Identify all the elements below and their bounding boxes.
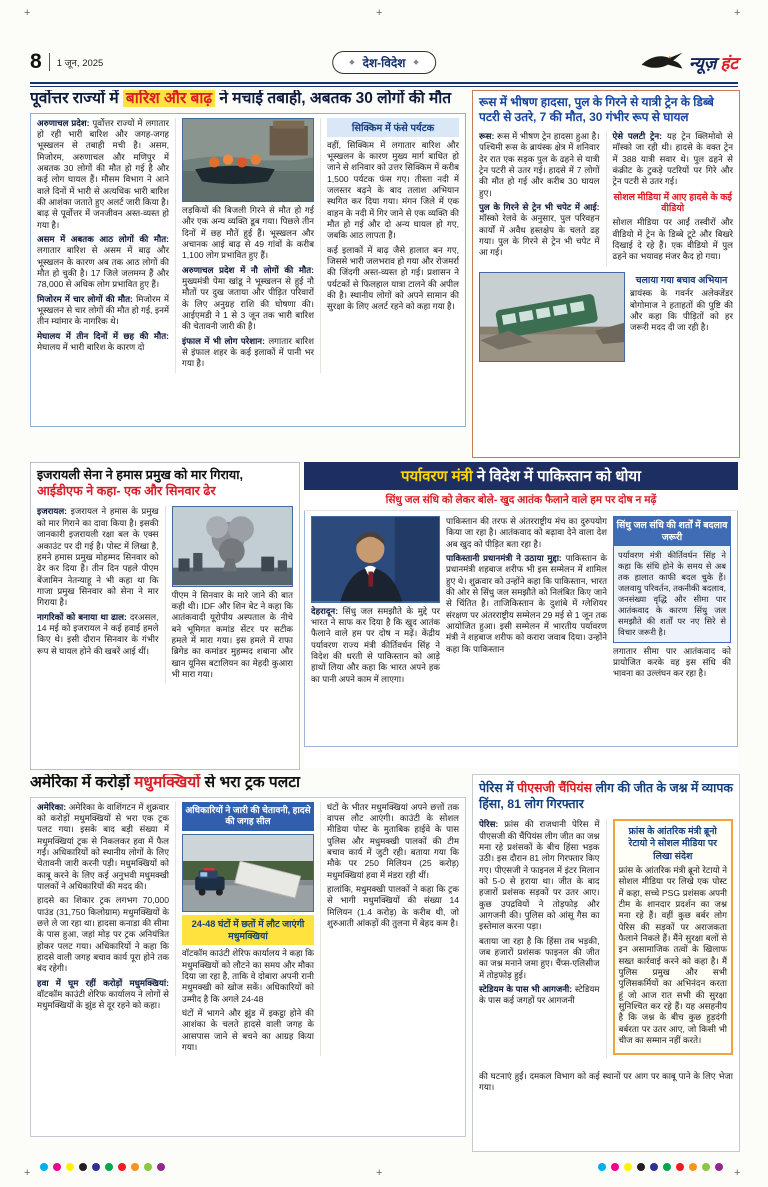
article-minister-pakistan — [304, 462, 738, 768]
article-paragraph: देहरादून: सिंधु जल समझौते के मुद्दे पर भारत ने साफ कर दिया है कि खुद आतंक फैलाने वाले हम पर दोष न मढ़ें। केंद्रीय पर्यावरण राज्य मंत्री कीर्तिवर्धन सिंह ने विदेश की धरती से पाकिस्तान को आड़े हाथों लिया और कहा कि भारत अपने हक का पानी अपने काम में लाएगा। — [311, 605, 440, 684]
article-paragraph: हादसे का शिकार ट्रक लगभग 70,000 पाउंड (31,750 किलोग्राम) मधुमक्खियों के छत्ते ले जा रहा था। हादसा कनाडा की सीमा के पास हुआ, जहां मोड़ पर ट्रक अनियंत्रित होकर पलट गया। अधिकारियों ने कहा कि हादसे वाली जगह बचाव कार्य पूरा होने तक बंद रहेगी। — [37, 895, 169, 974]
minister-subtitle: सिंधु जल संधि को लेकर बोले- खुद आतंक फैलाने वाले हम पर दोष न मढ़ें — [304, 490, 738, 511]
registration-dot — [118, 1163, 126, 1171]
israel-headline-line1: इजरायली सेना ने हमास प्रमुख को मार गिराया, — [37, 468, 243, 482]
article-paragraph: मेघालय में तीन दिनों में छह की मौत: मेघालय में भारी बारिश के कारण दो — [37, 330, 169, 353]
bees-column-2 — [175, 802, 314, 1057]
registration-dot — [79, 1163, 87, 1171]
article-paragraph: ऐसे पलटी ट्रेन: यह ट्रेन क्लिमोवो से मॉस्को जा रही थी। हादसे के वक्त ट्रेन में 388 यात्री सवार थे। पुल ढहने से कंक्रीट के टुकड़े पटरियों पर गिरे और ट्रेन पटरी से उतर गई। — [612, 131, 733, 187]
sidebar-heading: सिंधु जल संधि की शर्तों में बदलाव जरूरी — [613, 516, 731, 546]
registration-dot — [53, 1163, 61, 1171]
crop-mark: + — [24, 7, 31, 19]
article-paragraph: वहीं, सिक्किम में लगातार बारिश और भूस्खलन के कारण मुख्य मार्ग बाधित हो जाने से शनिवार को उत्तर सिक्किम में करीब 1,500 पर्यटक फंस गए। तीस्ता नदी में जलस्तर बढ़ने के बाद तलाश अभियान स्थगित कर दिया गया। मंगन जिले में एक वाहन के नदी में गिर जाने से एक व्यक्ति की मौत हो गई और दो अन्य घायल हो गए, जबकि आठ लापता हैं। — [327, 139, 459, 241]
article-paragraph: ब्रायंस्क के गवर्नर अलेक्जेंडर बोगोमाज ने हताहतों की पुष्टि की और कहा कि पीड़ितों को हर जरूरी मदद दी जा रही है। — [630, 288, 733, 333]
sidebar-body: पर्यावरण मंत्री कीर्तिवर्धन सिंह ने कहा कि संधि होने के समय से अब तक हालात काफी बदल चुके हैं। जलवायु परिवर्तन, तकनीकी बदलाव, जनसंख्या वृद्धि और सीमा पार आतंकवाद के कारण सिंधु जल समझौते की शर्तों पर नए सिरे से विचार जरूरी है। — [613, 546, 731, 643]
registration-dots-left — [40, 1158, 170, 1176]
paris-headline: पेरिस में पीएसजी चैंपियंस लीग की जीत के जश्न में व्यापक हिंसा, 81 लोग गिरफ्तार — [479, 781, 733, 812]
article-paragraph: स्टेडियम के पास भी आगजनी: स्टेडियम के पास कई जगहों पर आगजनी — [479, 984, 600, 1006]
header-rule — [30, 82, 738, 87]
masthead-word-2: हंट — [720, 54, 738, 73]
eagle-logo-icon — [639, 50, 685, 74]
registration-dots-right — [598, 1158, 728, 1176]
header-divider — [49, 53, 50, 71]
article-paragraph: घंटों के भीतर मधुमक्खियां अपने छत्तों तक वापस लौट आएंगी। काउंटी के सोशल मीडिया पोस्ट के मुताबिक हाईवे के पास पुलिस और मधुमक्खी पालकों की टीम बचाव कार्य में जुटी रही। बताया गया कि मौके पर 250 मिलियन (25 करोड़) मधुमक्खियां हवा में मंडरा रही थीं। — [327, 801, 459, 880]
russia-rescue-subhead: चलाया गया बचाव अभियान — [635, 273, 728, 285]
minister-headline-highlight: पर्यावरण मंत्री — [401, 468, 473, 485]
article-bees-truck — [30, 774, 466, 1150]
israel-headline-line2: आईडीएफ ने कहा- एक और सिनवार ढेर — [37, 483, 216, 498]
airstrike-smoke-photo — [172, 506, 294, 586]
article-paragraph: हवा में घूम रहीं करोड़ों मधुमक्खियां: वॉटकॉम काउंटी शेरिफ कार्यालय ने लोगों से मधुमक्खियों के झुंड से दूर रहने को कहा। — [37, 977, 169, 1011]
israel-column-2 — [165, 506, 294, 683]
page-meta — [30, 50, 103, 74]
article-paragraph: मिजोरम में चार लोगों की मौत: मिजोरम में भूस्खलन से चार लोगों की मौत हो गई, इनमें तीन म्यांमार के नागरिक थे। — [37, 293, 169, 327]
article-paragraph: इंफाल में भी लोग परेशान: लगातार बारिश से इंफाल शहर के कई इलाकों में पानी भर गया है। — [182, 335, 315, 369]
page-number: 8 — [30, 50, 42, 73]
russia-headline: रूस में भीषण हादसा, पुल के गिरने से यात्री ट्रेन के डिब्बे पटरी से उतरे, 7 की मौत, 30 गंभीर रूप से घायल — [479, 95, 714, 124]
minister-column-b — [446, 516, 607, 741]
article-paragraph: अरुणाचल प्रदेश: पूर्वोत्तर राज्यों में लगातार हो रही भारी बारिश और जगह-जगह भूस्खलन से तबाही मची है। असम, मिजोरम, अरुणाचल और मणिपुर में अबतक 30 लोगों की मौत हो गई है और कई लोग घायल हैं। मौसम विभाग ने आने वाले दिनों में भारी से अत्यधिक भारी बारिश की आशंका जताते हुए अलर्ट जारी किया है। बाढ़ से पूर्वोत्तर में जनजीवन अस्त-व्यस्त हो गया है। — [37, 117, 169, 230]
registration-dot — [598, 1163, 606, 1171]
article-paragraph: पुल के गिरने से ट्रेन भी चपेट में आई: मॉस्को रेलवे के अनुसार, पुल परिवहन कार्यों में अवैध हस्तक्षेप के चलते ढह गया। पुल के गिरने से ट्रेन भी चपेट में आ गई। — [479, 202, 600, 258]
crop-mark: + — [734, 7, 741, 19]
masthead — [639, 50, 738, 74]
pill-decoration-icon: ◆ — [413, 59, 419, 66]
registration-dot — [676, 1163, 684, 1171]
registration-dot — [40, 1163, 48, 1171]
article-paragraph: इजरायल: इजरायल ने हमास के प्रमुख को मार गिराने का दावा किया है। इसकी जानकारी इजरायली रक्षा बल के एक्स अकाउंट पर दी गई है। पोस्ट में लिखा है, हमने हमास प्रमुख मोहम्मद सिनवार को ढेर कर दिया है। तीन दिन पहले पीएम बेंजामिन नेतन्याहू ने भी कहा था कि गाजा प्रमुख सिनवार को सेना ने मार गिराया है। — [37, 506, 159, 608]
article-paragraph: असम में अबतक आठ लोगों की मौत: लगातार बारिश से असम में बाढ़ और भूस्खलन के कारण अब तक आठ लोगों की मौत हो चुकी है। 17 जिले जलमग्न हैं और 78,000 से अधिक लोग प्रभावित हुए हैं। — [37, 234, 169, 290]
article-russia-train — [472, 90, 740, 458]
crop-mark: + — [376, 1167, 383, 1179]
floods-headline-highlight: बारिश और बाढ़ — [123, 90, 215, 107]
israel-column-1 — [37, 506, 159, 683]
article-israel-hamas — [30, 462, 300, 770]
registration-dot — [105, 1163, 113, 1171]
registration-dot — [131, 1163, 139, 1171]
article-paragraph: रूस: रूस में भीषण ट्रेन हादसा हुआ है। पश्चिमी रूस के ब्रायंस्क क्षेत्र में शनिवार देर रात एक सड़क पुल के ढहने से यात्री ट्रेन पटरी से उतर गई। हादसे में 7 लोगों की मौत हो गई और करीब 30 घायल हुए। — [479, 131, 600, 198]
russia-video-subhead: सोशल मीडिया में आए हादसे के कई वीडियो — [613, 190, 733, 214]
pill-decoration-icon: ◆ — [349, 59, 355, 66]
masthead-word-1: न्यूज़ — [688, 54, 717, 73]
registration-dot — [92, 1163, 100, 1171]
registration-dot — [624, 1163, 632, 1171]
article-paragraph: अरुणाचल प्रदेश में नौ लोगों की मौत: मुख्यमंत्री पेमा खांडू ने भूस्खलन से हुई नौ मौतों पर दुख जताया और पीड़ित परिवारों के लिए अनुग्रह राशि की घोषणा की। आईएमडी ने 1 से 3 जून तक भारी बारिश की चेतावनी जारी की है। — [182, 264, 314, 332]
minister-body — [304, 511, 738, 747]
minister-interview-photo — [311, 516, 440, 603]
page-header — [30, 44, 738, 80]
registration-dot — [144, 1163, 152, 1171]
section-label: देश-विदेश — [362, 55, 406, 70]
article-paragraph: पीएम ने सिनवार के मारे जाने की बात कही थी। IDF और शिन बेट ने कहा कि आतंकवादी यूरोपीय अस्पताल के नीचे बने भूमिगत कमांड सेंटर पर सटीक हमले में मारा गया। इस हमले में राफा ब्रिगेड का कमांडर मुहम्मद शबाना और खान यूनिस बटालियन का मेहदी कुआरा भी मारा गया। — [171, 589, 293, 679]
bees-column-3 — [320, 802, 459, 1057]
paris-sidebar — [613, 819, 734, 1055]
crop-mark: + — [24, 1167, 31, 1179]
registration-dot — [157, 1163, 165, 1171]
sidebar-body: फ्रांस के आंतरिक मंत्री ब्रूनो रेटायो ने सोशल मीडिया पर लिखे एक पोस्ट में कहा, सच्चे PSG प्रशंसक अपनी टीम के शानदार प्रदर्शन का जश्न मना रहे हैं। वहीं कुछ बर्बर लोग पेरिस की सड़कों पर अराजकता फैलाने निकले हैं। मैंने सुरक्षा बलों से इन असामाजिक तत्वों के खिलाफ सख्त कार्रवाई करने को कहा है। मैं पुलिस प्रमुख और सभी पुलिसकर्मियों का अभिनंदन करता हूं जो आज रात सभी की सुरक्षा सुनिश्चित कर रहे हैं। यह असहनीय है कि जश्न के बीच कुछ हुड़दंगी बर्बरता पर उतर आए, जो किसी भी चीज का सम्मान नहीं करते। — [618, 864, 727, 1046]
floods-body-box — [30, 113, 466, 427]
registration-dot — [66, 1163, 74, 1171]
article-floods — [30, 90, 466, 456]
paris-continuation-text: की घटनाएं हुईं। दमकल विभाग को कई स्थानों पर आग पर काबू पाने के लिए भेजा गया। — [479, 1071, 733, 1093]
registration-dot — [663, 1163, 671, 1171]
bees-headline-highlight: मधुमक्खियों — [134, 774, 201, 791]
article-paragraph: कई इलाकों में बाढ़ जैसे हालात बन गए, जिससे भारी जलभराव हो गया और रोजमर्रा की जिंदगी अस्त-व्यस्त हो गई। प्रशासन ने पर्यटकों से फिलहाल यात्रा टालने की अपील की है। स्थानीय लोगों को अपने सामान की सुरक्षा के लिए अलर्ट रहने को कहा गया है। — [327, 244, 459, 312]
bees-body-box — [30, 797, 466, 1137]
russia-column-2 — [606, 131, 734, 266]
minister-sidebar — [613, 516, 731, 741]
article-paragraph: बताया जा रहा है कि हिंसा तब भड़की, जब हजारों प्रशंसक फाइनल की जीत का जश्न मनाने जमा हुए। चैंप्स-एलिसीज में तोड़फोड़ हुई। — [479, 935, 600, 980]
sidebar-heading: फ्रांस के आंतरिक मंत्री ब्रूनो रेटायो ने सोशल मीडिया पर लिखा संदेश — [628, 825, 717, 861]
article-paragraph: पाकिस्तान की तरफ से अंतरराष्ट्रीय मंच का दुरुपयोग किया जा रहा है। आतंकवाद को बढ़ावा देने वाला देश अब खुद को पीड़ित बता रहा है। — [446, 516, 607, 549]
paris-headline-highlight: पीएसजी चैंपियंस — [517, 781, 592, 795]
crop-mark: + — [376, 7, 383, 19]
registration-dot — [689, 1163, 697, 1171]
train-wreck-photo — [479, 272, 625, 362]
floods-column-2 — [175, 118, 314, 373]
paris-column-2 — [606, 819, 734, 1058]
registration-dot — [637, 1163, 645, 1171]
registration-dot — [650, 1163, 658, 1171]
article-paragraph: वॉटकॉम काउंटी शेरिफ कार्यालय ने कहा कि मधुमक्खियों को लौटने का समय और मौका दिया जा रहा है, ताकि वे दोबारा अपनी रानी मधुमक्खी को खोज सकें। अधिकारियों को उम्मीद है कि अगले 24-48 — [182, 948, 314, 1004]
article-paragraph: हालांकि, मधुमक्खी पालकों ने कहा कि ट्रक से भागी मधुमक्खियों की संख्या 14 मिलियन (1.4 करोड़) के करीब थी, जो शुरुआती आंकड़ों की तुलना में बेहद कम है। — [327, 884, 459, 929]
registration-dot — [702, 1163, 710, 1171]
israel-headline — [37, 468, 293, 499]
sikkim-subhead: सिक्किम में फंसे पर्यटक — [327, 118, 459, 137]
russia-bottom-row — [473, 270, 739, 369]
article-paragraph: पाकिस्तानी प्रधानमंत्री ने उठाया मुद्दा: पाकिस्तान के प्रधानमंत्री शहबाज शरीफ भी इस सम्मेलन में शामिल हुए थे। शुक्रवार को उन्होंने कहा कि पाकिस्तान, भारत की ओर से सिंधु जल समझौते को निलंबित किए जाने से चिंतित है। ताजिकिस्तान के दुशांबे में ग्लेशियर संरक्षण पर अंतरराष्ट्रीय सम्मेलन 29 मई से 1 जून तक आयोजित हुआ। इसी सम्मेलन में भारतीय पर्यावरण मंत्री ने शहबाज शरीफ को करारा जवाब दिया। उन्होंने कहा कि पाकिस्तान — [446, 553, 607, 654]
crop-mark: + — [734, 1167, 741, 1179]
article-paragraph: सोशल मीडिया पर आईं तस्वीरों और वीडियो में ट्रेन के डिब्बे टूटे और बिखरे दिखाई दे रहे हैं। एक वीडियो में पुल ढहने का भयावह मंजर कैद हो गया। — [612, 217, 733, 262]
floods-column-1 — [37, 118, 169, 373]
russia-column-1 — [479, 131, 600, 266]
article-paragraph: नागरिकों को बनाया था ढाल: दरअसल, 14 मई को इजरायल ने कई हवाई हमले किए थे। इसी दौरान सिनवार के गंभीर रूप से घायल होने की खबरें आई थीं। — [37, 611, 159, 656]
floods-column-3 — [320, 118, 459, 373]
paris-column-1 — [479, 819, 600, 1058]
bees-return-subhead: 24-48 घंटों में छतों में लौट जाएंगी मधुमक्खियां — [182, 915, 314, 945]
russia-rescue-section — [630, 272, 733, 365]
article-paragraph: पेरिस: फ्रांस की राजधानी पेरिस में पीएसजी की चैंपियंस लीग जीत का जश्न मना रहे प्रशंसकों के बीच हिंसा भड़क उठी। इस दौरान 81 लोग गिरफ्तार किए गए। पीएसजी ने फाइनल में इंटर मिलान को 5-0 से हराया था। जीत के बाद हजारों प्रशंसक सड़कों पर उतर आए। कुछ उपद्रवियों ने तोड़फोड़ और आगजनी की। पुलिस को आंसू गैस का इस्तेमाल करना पड़ा। — [479, 819, 600, 932]
article-paragraph: अमेरिका: अमेरिका के वाशिंगटन में शुक्रवार को करोड़ों मधुमक्खियों से भरा एक ट्रक पलट गया। इसके बाद बड़ी संख्या में मधुमक्खियां ट्रक से निकलकर हवा में फैल गईं। अधिकारियों को स्थानीय लोगों के लिए चेतावनी जारी करनी पड़ी। मधुमक्खियों को काबू करने के लिए कई अनुभवी मधुमक्खी पालकों ने अधिकारियों की मदद की। — [37, 801, 169, 891]
article-paragraph: घंटों में भागने और झुंड में इकट्ठा होने की आशंका के चलते हादसे वाली जगह के आसपास जाने से बचने का आग्रह किया गया। — [182, 1008, 314, 1053]
article-paris-psg — [472, 774, 740, 1152]
minister-column-a — [311, 516, 440, 741]
minister-headline: पर्यावरण मंत्री ने विदेश में पाकिस्तान को धोया — [304, 462, 738, 490]
bees-warning-subhead: अधिकारियों ने जारी की चेतावनी, हादसे की जगह सील — [182, 802, 314, 831]
article-paragraph: लड़कियों की बिजली गिरने से मौत हो गई और एक अन्य व्यक्ति डूब गया। पिछले तीन दिनों में छह मौतें हुई हैं। भूस्खलन और अचानक आई बाढ़ से 49 गांवों के करीब 1,100 लोग प्रभावित हुए हैं। — [182, 204, 314, 261]
article-paragraph: लगातार सीमा पार आतंकवाद को प्रायोजित करके वह इस संधि की भावना का उल्लंघन कर रहा है। — [613, 645, 731, 679]
section-title — [332, 51, 436, 74]
registration-dot — [715, 1163, 723, 1171]
flood-rescue-photo — [182, 118, 314, 202]
overturned-truck-photo — [182, 834, 314, 912]
bees-column-1 — [37, 802, 169, 1057]
issue-date: 1 जून, 2025 — [56, 57, 104, 69]
bees-headline: अमेरिका में करोड़ों मधुमक्खियों से भरा ट्रक पलटा — [30, 774, 301, 791]
floods-headline: पूर्वोत्तर राज्यों में बारिश और बाढ़ ने मचाई तबाही, अबतक 30 लोगों की मौत — [30, 90, 452, 107]
registration-dot — [611, 1163, 619, 1171]
print-registration-row — [0, 1158, 768, 1172]
